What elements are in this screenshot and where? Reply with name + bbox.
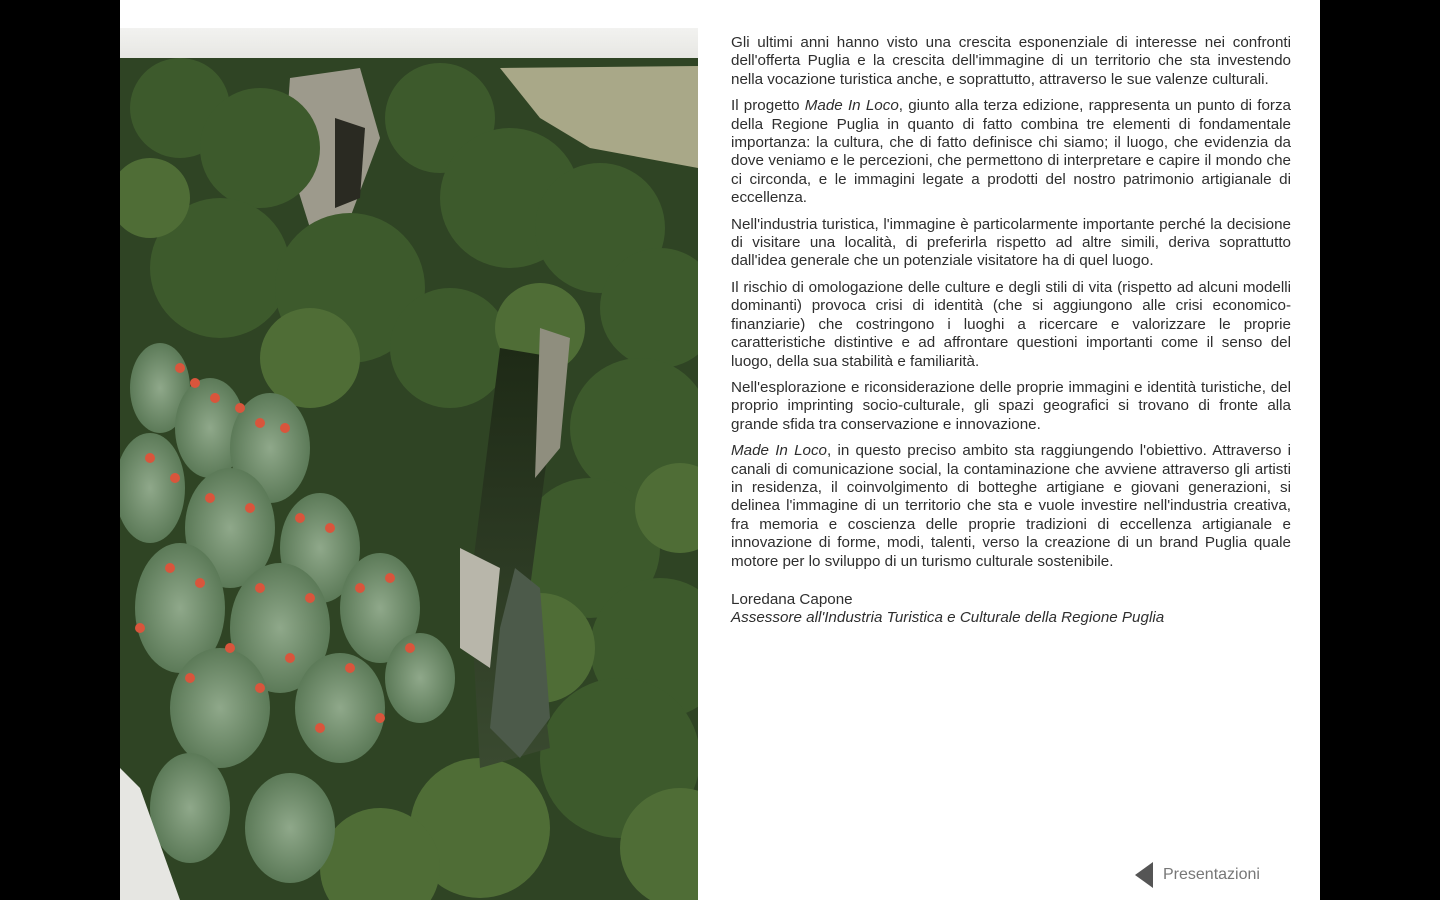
article-paragraph bbox=[731, 97, 1291, 207]
article-paragraph bbox=[731, 442, 1291, 571]
left-arrow-icon bbox=[1135, 862, 1153, 888]
landscape-photo bbox=[120, 28, 698, 900]
article-text-run: , in questo preciso ambito sta raggiungendo l'obiettivo. Attraverso i canali di comunicazione social, la contaminazione che avviene attraverso gli artisti in residenza, il coinvolgimento di botteghe artigiane e giovani generazioni, si delinea l'immagine di un territorio che sta e vuole investire nell'industria creativa, fra memoria e coscienza delle proprie tradizioni di eccellenza artigianale e innovazione di forme, modi, talenti, verso la creazione di un brand Puglia quale motore per lo sviluppo di un turismo culturale sostenibile. bbox=[731, 442, 1292, 570]
article-paragraph: Nell'esplorazione e riconsiderazione delle proprie immagini e identità turistiche, del proprio imprinting socio-culturale, gli spazi geografici si trovano di fronte alla grande sfida tra conservazione e innovazione. bbox=[731, 378, 1291, 433]
project-name: Made In Loco bbox=[731, 442, 828, 460]
back-button-label: Presentazioni bbox=[1163, 866, 1260, 883]
project-name: Made In Loco bbox=[804, 97, 899, 115]
article-paragraph: Il rischio di omologazione delle culture e degli stili di vita (rispetto ad alcuni modelli dominanti) provoca crisi di identità (che si aggiungono alle crisi economico-finanziarie) che costringono i luoghi a ricercare e valorizzare le proprie caratteristiche distintive e ad affrontare questioni importanti come il senso del luogo, della sua stabilità e familiarità. bbox=[731, 278, 1291, 370]
article-text-run: , giunto alla terza edizione, rappresenta un punto di forza della Regione Puglia in quanto di fatto combina tre elementi di fondamentale importanza: la cultura, che di fatto definisce chi siamo; il luogo, che evidenzia da dove veniamo e le percezioni, che permettono di interpretare e capire il mondo che ci circonda, e le immagini legate a prodotti del nostro patrimonio artigianale di eccellenza. bbox=[731, 97, 1291, 207]
article-text-run: Il progetto bbox=[731, 97, 805, 115]
article-paragraph: Gli ultimi anni hanno visto una crescita esponenziale di interesse nei confronti dell'offerta Puglia e la crescita dell'immagine di un territorio che sta investendo nella vocazione turistica anche, e soprattutto, attraverso le sue valenze culturali. bbox=[731, 34, 1291, 88]
article-paragraph: Nell'industria turistica, l'immagine è particolarmente importante perché la decisione di visitare una località, di preferirla rispetto ad altre simili, deriva soprattutto dall'idea generale che un potenziale visitatore ha di quel luogo. bbox=[731, 215, 1291, 270]
signature-role: Assessore all'Industria Turistica e Culturale della Regione Puglia bbox=[731, 609, 1165, 627]
signature bbox=[731, 591, 1291, 628]
back-to-presentazioni-button[interactable] bbox=[1135, 862, 1260, 888]
signature-name: Loredana Capone bbox=[731, 590, 853, 608]
page bbox=[120, 0, 1320, 900]
article-text bbox=[731, 34, 1291, 628]
